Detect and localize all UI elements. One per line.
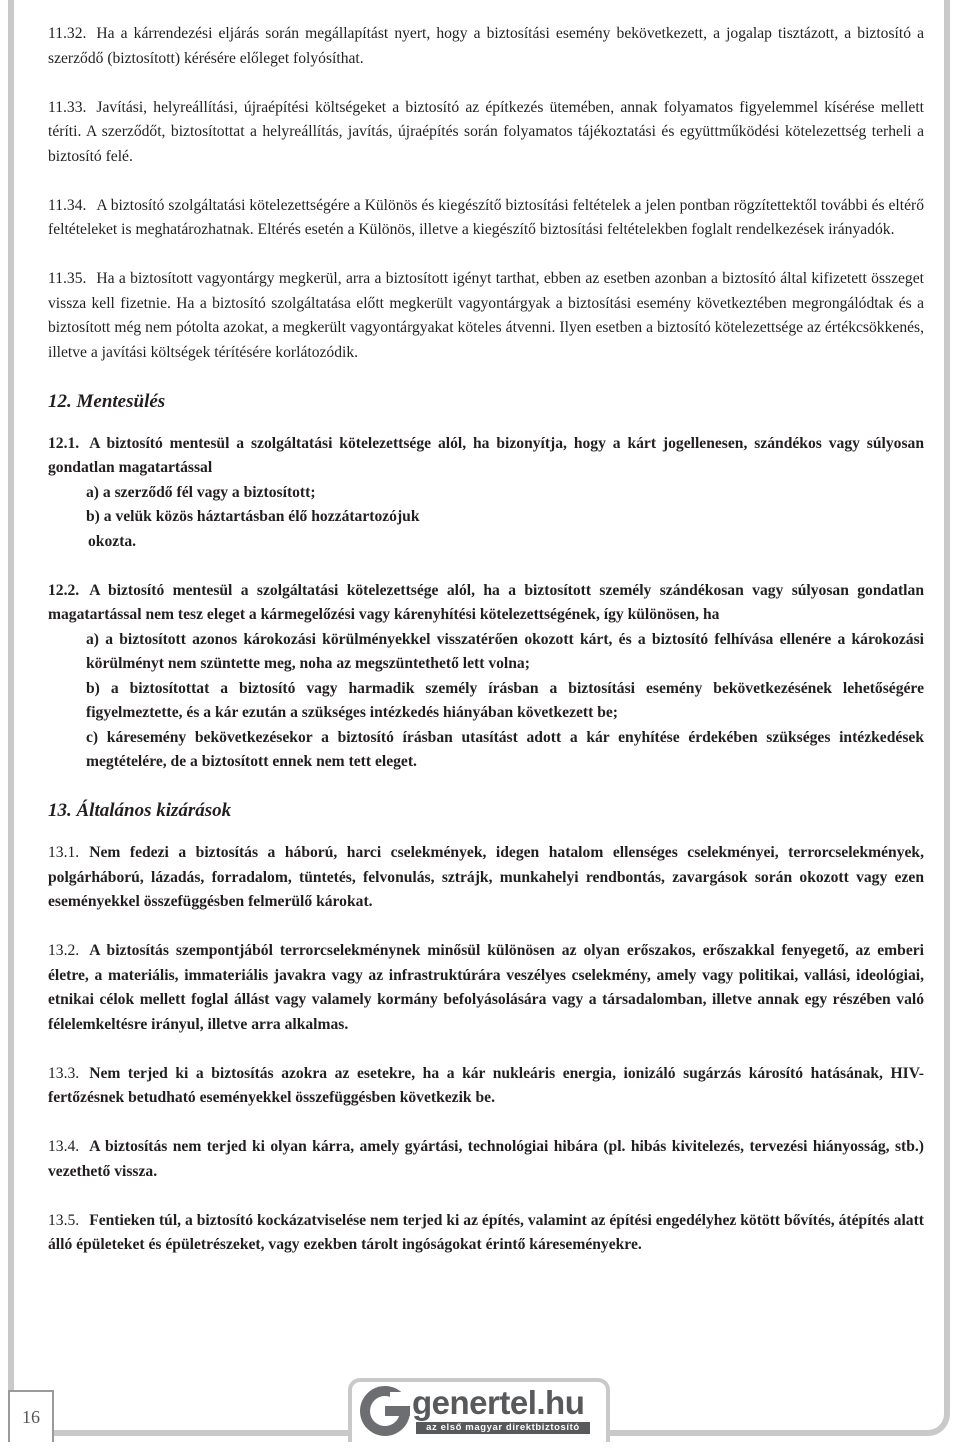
logo-name: genertel.hu [412, 1384, 585, 1421]
section-13-heading: 13. Általános kizárások [48, 800, 232, 821]
paragraph-13-3 [48, 1062, 924, 1111]
paragraph-text: Ha a kárrendezési eljárás során megállapítást nyert, hogy a biztosítási esemény bekövetkezett, a jogalap tisztázott, a biztosító a szerződő (biztosított) kérésére előleget folyósíthat. [48, 25, 924, 67]
paragraph-number: 13.3. [48, 1064, 80, 1082]
paragraph-number: 13.5. [48, 1211, 80, 1229]
paragraph-text: Fentieken túl, a biztosító kockázatviselése nem terjed ki az építés, valamint az építési engedélyhez kötött bővítés, átépítés alatt álló épületeket és épületrészeket, vagy ezekben tárolt ingóságokat érintő káreseményekre. [48, 1211, 924, 1253]
section-12-heading: 12. Mentesülés [48, 390, 166, 412]
paragraph-13-5 [48, 1209, 924, 1258]
paragraph-13-1 [48, 841, 924, 915]
paragraph-text: Ha a biztosított vagyontárgy megkerül, arra a biztosított igényt tarthat, ebben az esetben azonban a biztosító által kifizetett összeget vissza kell fizetnie. Ha a biztosító szolgáltatása előtt megkerült vagyontárgyak a biztosítási esemény következtében megrongálódtak és a biztosított még nem pótolta azokat, a megkerült vagyontárgyakat köteles átvenni. Ilyen esetben a biztosító kötelezettsége az értékcsökkenés, illetve a javítási költségek térítésére korlátozódik. [48, 270, 924, 361]
paragraph-number: 12.2. [48, 581, 80, 599]
paragraph-number: 11.32. [48, 25, 87, 42]
paragraph-text: Nem fedezi a biztosítás a háború, harci cselekmények, idegen hatalom ellenséges cselekményei, terrorcselekmények, polgárháború, lázadás, forradalom, tüntetés, felvonulás, sztrájk, munkahelyi rendbontás, zavargások során okozott vagy ezen eseményekkel összefüggésben felmerülő károkat. [48, 844, 924, 910]
page-number: 16 [8, 1390, 54, 1442]
paragraph-text: A biztosítás szempontjából terrorcselekménynek minősül különösen az olyan erőszakos, erőszakkal fenyegető, az emberi életre, a materiális, immateriális javakra vagy az infrastruktúrára veszélyes cselekmény, amely vagy politikai, vallási, ideológiai, etnikai célok mellett foglal állást vagy valamely kormány befolyásolására vagy a társadalomban, illetve annak egy részében való félelemkeltésre irányul, illetve arra alkalmas. [48, 942, 924, 1033]
genertel-g-icon [360, 1386, 410, 1436]
paragraph-text: A biztosító mentesül a szolgáltatási kötelezettsége alól, ha bizonyítja, hogy a kárt jogellenesen, szándékos vagy súlyosan gondatlan magatartással [48, 434, 924, 476]
paragraph-text: Nem terjed ki a biztosítás azokra az esetekre, ha a kár nukleáris energia, ionizáló sugárzás károsító hatásának, HIV-fertőzésnek betudható eseményekkel összefüggésben következik be. [48, 1064, 924, 1106]
paragraph-13-2 [48, 939, 924, 1037]
paragraph-number: 11.34. [48, 196, 87, 214]
paragraph-11-33 [48, 96, 924, 170]
genertel-logo [348, 1378, 610, 1442]
paragraph-number: 13.1. [48, 844, 80, 861]
document-body [48, 22, 924, 1282]
paragraph-number: 11.33. [48, 98, 87, 116]
list-item: c) káresemény bekövetkezésekor a biztosító írásban utasítást adott a kár enyhítése érdekében szükséges intézkedések megtételére, de a biztosított ennek nem tett eleget. [86, 728, 924, 770]
paragraph-number: 13.4. [48, 1138, 80, 1155]
paragraph-11-32 [48, 22, 924, 71]
paragraph-number: 11.35. [48, 270, 87, 287]
paragraph-text: A biztosító szolgáltatási kötelezettségére a Különös és kiegészítő biztosítási feltételek a jelen pontban rögzítettektől további és eltérő feltételeket is meghatározhatnak. Eltérés esetén a Különös, illetve a kiegészítő biztosítási feltételekben foglalt rendelkezések irányadók. [48, 196, 924, 238]
paragraph-tail: okozta. [88, 532, 137, 550]
paragraph-11-34 [48, 194, 924, 243]
list-item: b) a biztosítottat a biztosító vagy harmadik személy írásban a biztosítási esemény bekövetkezésének lehetőségére figyelmeztette, és a kár ezután a szükséges intézkedés hiányában következett be; [86, 679, 924, 721]
paragraph-number: 13.2. [48, 942, 80, 959]
paragraph-number: 12.1. [48, 434, 80, 452]
paragraph-12-1 [48, 432, 924, 555]
paragraph-text: A biztosító mentesül a szolgáltatási kötelezettsége alól, ha a biztosított személy szándékosan vagy súlyosan gondatlan magatartással nem tesz eleget a kármegelőzési vagy kárenyhítési kötelezettségének, így különösen, ha [48, 581, 924, 623]
paragraph-11-35 [48, 267, 924, 365]
paragraph-text: Javítási, helyreállítási, újraépítési költségeket a biztosító az építkezés ütemében, annak folyamatos figyelemmel kísérése mellett téríti. A szerződőt, biztosítottat a helyreállítás, javítás, újraépítés során folyamatos tájékoztatási és együttműködési kötelezettség terheli a biztosító felé. [48, 98, 924, 165]
list-item: a) a szerződő fél vagy a biztosított; [86, 483, 316, 501]
list-item: a) a biztosított azonos károkozási körülményekkel visszatérően okozott kárt, és a biztosító felhívása ellenére a károkozási körülményt nem szüntette meg, noha az megszüntethető lett volna; [86, 630, 924, 672]
paragraph-12-2 [48, 579, 924, 775]
logo-tagline: az első magyar direktbiztosító [416, 1422, 590, 1434]
paragraph-text: A biztosítás nem terjed ki olyan kárra, amely gyártási, technológiai hibára (pl. hibás kivitelezés, tervezési hiányosság, stb.) vezethető vissza. [48, 1138, 924, 1180]
list-item: b) a velük közös háztartásban élő hozzátartozójuk [86, 508, 420, 525]
paragraph-13-4 [48, 1135, 924, 1184]
